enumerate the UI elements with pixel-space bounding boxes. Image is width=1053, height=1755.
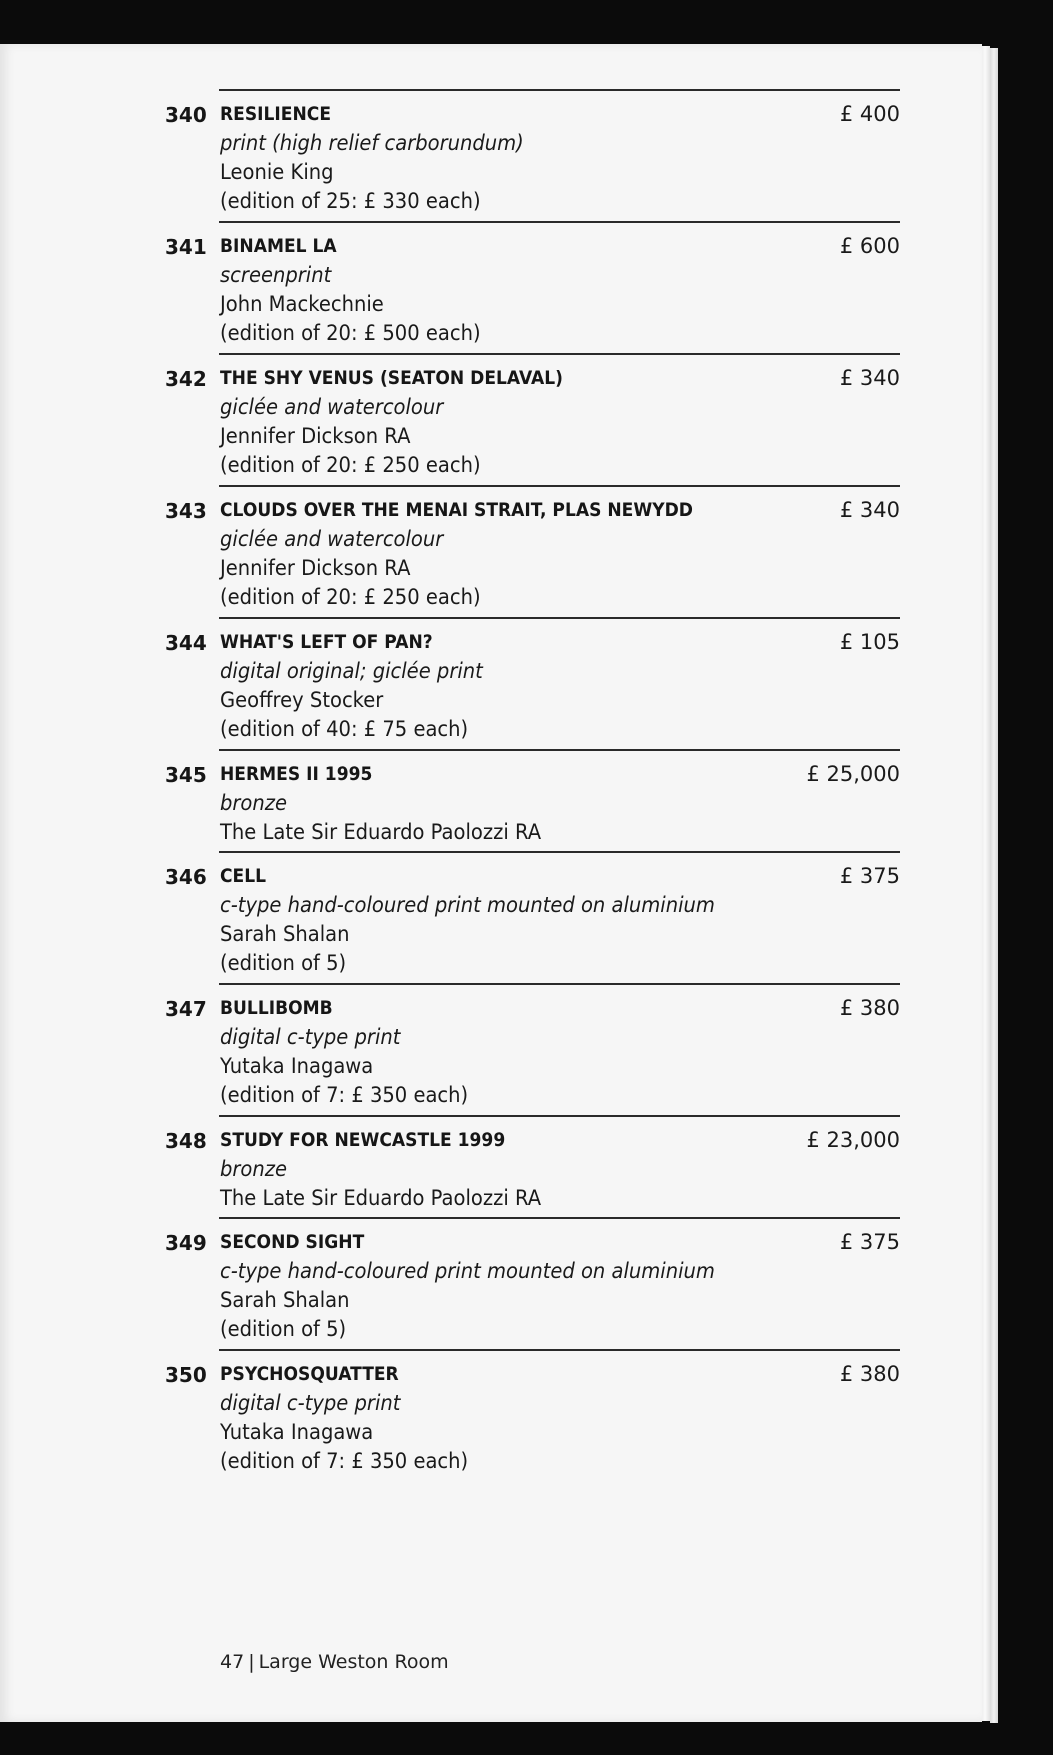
artwork-medium: digital c-type print bbox=[220, 1025, 401, 1049]
entry-divider bbox=[219, 983, 900, 985]
artwork-medium: giclée and watercolour bbox=[220, 527, 444, 551]
entry-details bbox=[220, 628, 780, 744]
edition-info: (edition of 20: £ 250 each) bbox=[220, 453, 481, 477]
entry-divider bbox=[219, 749, 900, 751]
lot-number: 349 bbox=[165, 1231, 207, 1255]
edition-info: (edition of 20: £ 250 each) bbox=[220, 585, 481, 609]
artwork-title: SECOND SIGHT bbox=[220, 1231, 365, 1253]
artwork-medium: c-type hand-coloured print mounted on aluminium bbox=[220, 893, 715, 917]
artwork-title: CELL bbox=[220, 865, 267, 887]
price: £ 380 bbox=[839, 1362, 900, 1386]
price: £ 340 bbox=[839, 366, 900, 390]
artwork-title: CLOUDS OVER THE MENAI STRAIT, PLAS NEWYDD bbox=[220, 499, 693, 521]
lot-number: 345 bbox=[165, 763, 207, 787]
artwork-medium: bronze bbox=[220, 791, 288, 815]
entry-details bbox=[220, 100, 780, 216]
entry-details bbox=[220, 1126, 780, 1213]
entry-details bbox=[220, 760, 780, 847]
lot-number: 346 bbox=[165, 865, 207, 889]
artist-name: Sarah Shalan bbox=[220, 922, 350, 946]
lot-number: 341 bbox=[165, 235, 207, 259]
price: £ 25,000 bbox=[806, 762, 900, 786]
artwork-title: BINAMEL LA bbox=[220, 235, 337, 257]
artwork-medium: print (high relief carborundum) bbox=[220, 131, 524, 155]
lot-number: 350 bbox=[165, 1363, 207, 1387]
price: £ 375 bbox=[839, 864, 900, 888]
artist-name: Geoffrey Stocker bbox=[220, 688, 384, 712]
entry-details bbox=[220, 232, 780, 348]
price: £ 340 bbox=[839, 498, 900, 522]
entry-divider bbox=[219, 1217, 900, 1219]
artwork-medium: screenprint bbox=[220, 263, 332, 287]
artist-name: Yutaka Inagawa bbox=[220, 1420, 374, 1444]
price: £ 600 bbox=[839, 234, 900, 258]
lot-number: 342 bbox=[165, 367, 207, 391]
entry-divider bbox=[219, 353, 900, 355]
artwork-title: THE SHY VENUS (SEATON DELAVAL) bbox=[220, 367, 564, 389]
room-name: Large Weston Room bbox=[258, 1651, 449, 1673]
artwork-title: WHAT'S LEFT OF PAN? bbox=[220, 631, 433, 653]
price: £ 375 bbox=[839, 1230, 900, 1254]
entry-details bbox=[220, 496, 780, 612]
artist-name: Yutaka Inagawa bbox=[220, 1054, 374, 1078]
artist-name: Sarah Shalan bbox=[220, 1288, 350, 1312]
entry-divider bbox=[219, 1115, 900, 1117]
page-number: 47 bbox=[220, 1651, 245, 1673]
artist-name: Jennifer Dickson RA bbox=[220, 424, 411, 448]
page-edge bbox=[990, 48, 998, 1723]
artist-name: John Mackechnie bbox=[220, 292, 384, 316]
entry-divider bbox=[219, 221, 900, 223]
entry-details bbox=[220, 862, 780, 978]
edition-info: (edition of 20: £ 500 each) bbox=[220, 321, 481, 345]
lot-number: 344 bbox=[165, 631, 207, 655]
entry-divider bbox=[219, 851, 900, 853]
page-footer bbox=[220, 1651, 449, 1673]
edition-info: (edition of 25: £ 330 each) bbox=[220, 189, 481, 213]
entry-divider bbox=[219, 1349, 900, 1351]
entry-details bbox=[220, 1360, 780, 1476]
artwork-medium: giclée and watercolour bbox=[220, 395, 444, 419]
edition-info: (edition of 40: £ 75 each) bbox=[220, 717, 469, 741]
price: £ 105 bbox=[839, 630, 900, 654]
price: £ 400 bbox=[839, 102, 900, 126]
edition-info: (edition of 7: £ 350 each) bbox=[220, 1449, 469, 1473]
artwork-title: BULLIBOMB bbox=[220, 997, 333, 1019]
entry-divider bbox=[219, 89, 900, 91]
entry-details bbox=[220, 1228, 780, 1344]
edition-info: (edition of 5) bbox=[220, 951, 347, 975]
entry-divider bbox=[219, 485, 900, 487]
entry-details bbox=[220, 994, 780, 1110]
footer-separator: | bbox=[248, 1651, 255, 1673]
artist-name: The Late Sir Eduardo Paolozzi RA bbox=[220, 820, 542, 844]
artist-name: Leonie King bbox=[220, 160, 334, 184]
artist-name: The Late Sir Eduardo Paolozzi RA bbox=[220, 1186, 542, 1210]
lot-number: 340 bbox=[165, 103, 207, 127]
price: £ 23,000 bbox=[806, 1128, 900, 1152]
artwork-medium: digital original; giclée print bbox=[220, 659, 483, 683]
artwork-title: HERMES II 1995 bbox=[220, 763, 373, 785]
lot-number: 343 bbox=[165, 499, 207, 523]
entry-details bbox=[220, 364, 780, 480]
entry-divider bbox=[219, 617, 900, 619]
artwork-title: PSYCHOSQUATTER bbox=[220, 1363, 399, 1385]
edition-info: (edition of 7: £ 350 each) bbox=[220, 1083, 469, 1107]
artwork-title: STUDY FOR NEWCASTLE 1999 bbox=[220, 1129, 506, 1151]
lot-number: 347 bbox=[165, 997, 207, 1021]
artwork-title: RESILIENCE bbox=[220, 103, 332, 125]
artwork-medium: digital c-type print bbox=[220, 1391, 401, 1415]
artist-name: Jennifer Dickson RA bbox=[220, 556, 411, 580]
artwork-medium: c-type hand-coloured print mounted on aluminium bbox=[220, 1259, 715, 1283]
edition-info: (edition of 5) bbox=[220, 1317, 347, 1341]
price: £ 380 bbox=[839, 996, 900, 1020]
artwork-medium: bronze bbox=[220, 1157, 288, 1181]
lot-number: 348 bbox=[165, 1129, 207, 1153]
